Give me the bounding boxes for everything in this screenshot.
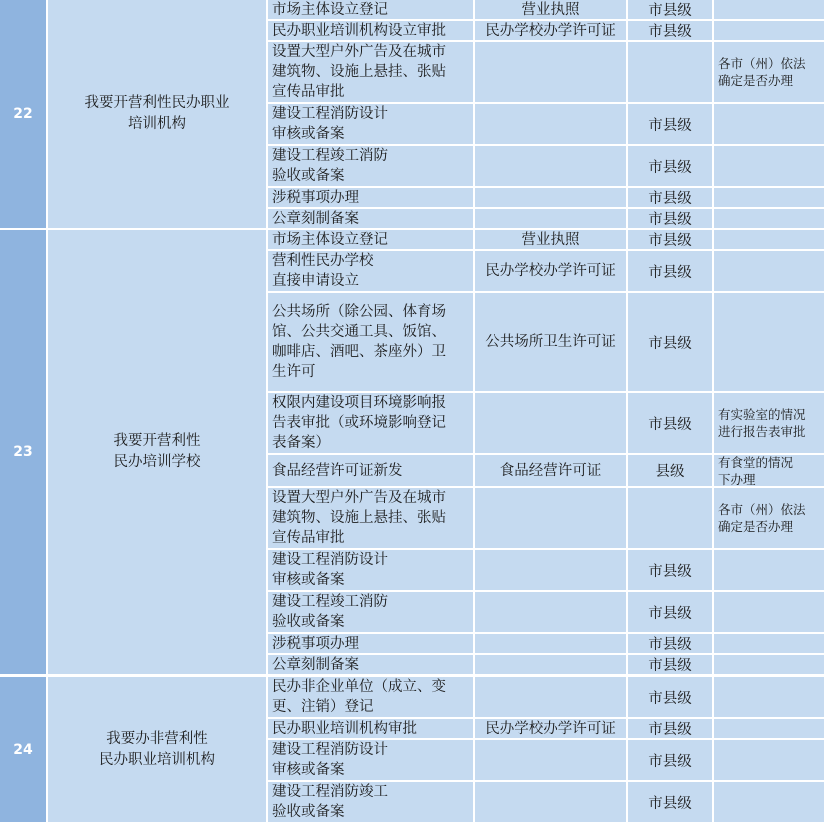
situation-name-text: 我要开营利性民办职业 培训机构 bbox=[84, 95, 230, 132]
license-name bbox=[475, 230, 626, 249]
handling-level bbox=[628, 293, 712, 391]
service-item-text: 建设工程消防设计 审核或备案 bbox=[272, 106, 388, 142]
service-item-text: 建设工程竣工消防 验收或备案 bbox=[272, 148, 388, 184]
situation-name bbox=[48, 677, 266, 822]
situation-name bbox=[48, 230, 266, 674]
service-item-text: 设置大型户外广告及在城市 建筑物、设施上悬挂、张贴 宣传品审批 bbox=[272, 44, 446, 100]
license-name bbox=[475, 634, 626, 653]
handling-level-text: 市县级 bbox=[648, 795, 692, 812]
remark-text: 各市（州）依法 确定是否办理 bbox=[718, 56, 806, 88]
remark bbox=[714, 655, 824, 674]
license-name bbox=[475, 488, 626, 548]
handling-level bbox=[628, 634, 712, 653]
license-name bbox=[475, 209, 626, 228]
service-item-text: 设置大型户外广告及在城市 建筑物、设施上悬挂、张贴 宣传品审批 bbox=[272, 490, 446, 546]
service-item-text: 民办职业培训机构审批 bbox=[272, 720, 417, 737]
remark bbox=[714, 251, 824, 291]
service-item bbox=[268, 251, 473, 291]
license-name bbox=[475, 21, 626, 40]
service-item-text: 公章刻制备案 bbox=[272, 210, 359, 227]
handling-level bbox=[628, 393, 712, 453]
handling-level bbox=[628, 188, 712, 207]
service-item bbox=[268, 0, 473, 19]
remark bbox=[714, 550, 824, 590]
service-item-text: 营利性民办学校 直接申请设立 bbox=[272, 253, 374, 289]
handling-level bbox=[628, 251, 712, 291]
handling-level bbox=[628, 550, 712, 590]
handling-level-text: 市县级 bbox=[648, 416, 692, 433]
service-item bbox=[268, 782, 473, 822]
license-name-text: 食品经营许可证 bbox=[499, 462, 602, 479]
remark bbox=[714, 740, 824, 780]
remark bbox=[714, 592, 824, 632]
remark bbox=[714, 209, 824, 228]
remark bbox=[714, 634, 824, 653]
service-item-text: 民办职业培训机构设立审批 bbox=[272, 22, 446, 39]
handling-level bbox=[628, 209, 712, 228]
service-item-text: 公章刻制备案 bbox=[272, 656, 359, 673]
handling-level bbox=[628, 719, 712, 738]
service-item bbox=[268, 488, 473, 548]
group-number bbox=[0, 0, 46, 228]
handling-level bbox=[628, 488, 712, 548]
handling-level-text: 市县级 bbox=[648, 212, 692, 228]
handling-level bbox=[628, 104, 712, 144]
handling-level-text: 市县级 bbox=[648, 753, 692, 770]
remark bbox=[714, 230, 824, 249]
service-item bbox=[268, 740, 473, 780]
license-name-text: 民办学校办学许可证 bbox=[485, 22, 616, 39]
handling-level bbox=[628, 655, 712, 674]
situation-name-text: 我要办非营利性 民办职业培训机构 bbox=[99, 730, 215, 768]
handling-level-text: 市县级 bbox=[648, 191, 692, 207]
group-number bbox=[0, 230, 46, 674]
license-name bbox=[475, 104, 626, 144]
handling-level-text: 市县级 bbox=[648, 117, 692, 134]
service-item bbox=[268, 455, 473, 486]
service-item bbox=[268, 209, 473, 228]
service-item-text: 涉税事项办理 bbox=[272, 635, 359, 652]
handling-level-text: 市县级 bbox=[648, 722, 692, 738]
service-item bbox=[268, 42, 473, 102]
service-item-text: 民办非企业单位（成立、变 更、注销）登记 bbox=[272, 679, 446, 715]
license-name bbox=[475, 251, 626, 291]
situation-name-text: 我要开营利性 民办培训学校 bbox=[113, 433, 201, 470]
service-item bbox=[268, 677, 473, 717]
remark bbox=[714, 677, 824, 717]
service-item-text: 食品经营许可证新发 bbox=[272, 462, 403, 479]
handling-level-text: 市县级 bbox=[648, 24, 692, 40]
group-number-text: 23 bbox=[13, 444, 33, 460]
remark bbox=[714, 188, 824, 207]
handling-level bbox=[628, 677, 712, 717]
remark-text: 各市（州）依法 确定是否办理 bbox=[718, 502, 806, 534]
service-item-text: 建设工程竣工消防 验收或备案 bbox=[272, 594, 388, 630]
remark bbox=[714, 782, 824, 822]
license-name bbox=[475, 293, 626, 391]
service-item bbox=[268, 188, 473, 207]
remark bbox=[714, 104, 824, 144]
service-item bbox=[268, 146, 473, 186]
license-name bbox=[475, 782, 626, 822]
group-number-text: 24 bbox=[13, 741, 33, 758]
handling-level-text: 市县级 bbox=[648, 605, 692, 622]
handling-level-text: 市县级 bbox=[648, 233, 692, 249]
service-item bbox=[268, 550, 473, 590]
license-name bbox=[475, 592, 626, 632]
handling-level bbox=[628, 230, 712, 249]
service-item-text: 市场主体设立登记 bbox=[272, 231, 388, 248]
remark bbox=[714, 719, 824, 738]
license-name-text: 营业执照 bbox=[521, 231, 580, 248]
license-name bbox=[475, 393, 626, 453]
handling-level bbox=[628, 782, 712, 822]
service-item-text: 建设工程消防竣工 验收或备案 bbox=[272, 784, 388, 820]
group-number bbox=[0, 677, 46, 822]
service-item-text: 权限内建设项目环境影响报 告表审批（或环境影响登记 表备案） bbox=[272, 395, 446, 451]
remark bbox=[714, 0, 824, 19]
handling-level bbox=[628, 42, 712, 102]
handling-level-text: 市县级 bbox=[648, 563, 692, 580]
remark bbox=[714, 293, 824, 391]
handling-level bbox=[628, 592, 712, 632]
handling-level-text: 市县级 bbox=[648, 637, 692, 653]
handling-level-text: 市县级 bbox=[648, 264, 692, 281]
handling-level bbox=[628, 21, 712, 40]
license-name-text: 民办学校办学许可证 bbox=[485, 263, 616, 279]
service-item-text: 公共场所（除公园、体育场 馆、公共交通工具、饭馆、 咖啡店、酒吧、茶座外）卫 生许可 bbox=[272, 304, 446, 380]
service-item bbox=[268, 104, 473, 144]
handling-level-text: 市县级 bbox=[648, 335, 692, 352]
remark-text: 有食堂的情况 下办理 bbox=[718, 455, 794, 486]
license-name bbox=[475, 655, 626, 674]
license-name bbox=[475, 188, 626, 207]
service-item-text: 市场主体设立登记 bbox=[272, 1, 388, 18]
handling-level-text: 市县级 bbox=[648, 658, 692, 674]
remark bbox=[714, 455, 824, 486]
handling-level bbox=[628, 0, 712, 19]
service-item bbox=[268, 393, 473, 453]
license-name bbox=[475, 146, 626, 186]
license-name-text: 营业执照 bbox=[521, 1, 580, 18]
service-item bbox=[268, 293, 473, 391]
group-number-text: 22 bbox=[13, 106, 33, 122]
license-name bbox=[475, 550, 626, 590]
situation-name bbox=[48, 0, 266, 228]
remark bbox=[714, 21, 824, 40]
remark bbox=[714, 393, 824, 453]
remark-text: 有实验室的情况 进行报告表审批 bbox=[718, 407, 806, 439]
service-item bbox=[268, 21, 473, 40]
service-item bbox=[268, 634, 473, 653]
handling-level bbox=[628, 455, 712, 486]
license-name bbox=[475, 740, 626, 780]
service-item bbox=[268, 655, 473, 674]
handling-level bbox=[628, 146, 712, 186]
license-name-text: 公共场所卫生许可证 bbox=[485, 334, 616, 350]
service-item bbox=[268, 230, 473, 249]
service-item-text: 涉税事项办理 bbox=[272, 189, 359, 206]
license-name bbox=[475, 677, 626, 717]
service-item-text: 建设工程消防设计 审核或备案 bbox=[272, 742, 388, 778]
handling-level-text: 市县级 bbox=[648, 690, 692, 707]
handling-level-text: 市县级 bbox=[648, 159, 692, 176]
license-name-text: 民办学校办学许可证 bbox=[485, 720, 616, 737]
license-name bbox=[475, 0, 626, 19]
service-item-text: 建设工程消防设计 审核或备案 bbox=[272, 552, 388, 588]
remark bbox=[714, 488, 824, 548]
license-name bbox=[475, 42, 626, 102]
license-name bbox=[475, 455, 626, 486]
remark bbox=[714, 146, 824, 186]
service-item bbox=[268, 592, 473, 632]
license-name bbox=[475, 719, 626, 738]
handling-level-text: 市县级 bbox=[648, 3, 692, 19]
remark bbox=[714, 42, 824, 102]
service-item bbox=[268, 719, 473, 738]
handling-level-text: 县级 bbox=[655, 464, 685, 480]
handling-level bbox=[628, 740, 712, 780]
